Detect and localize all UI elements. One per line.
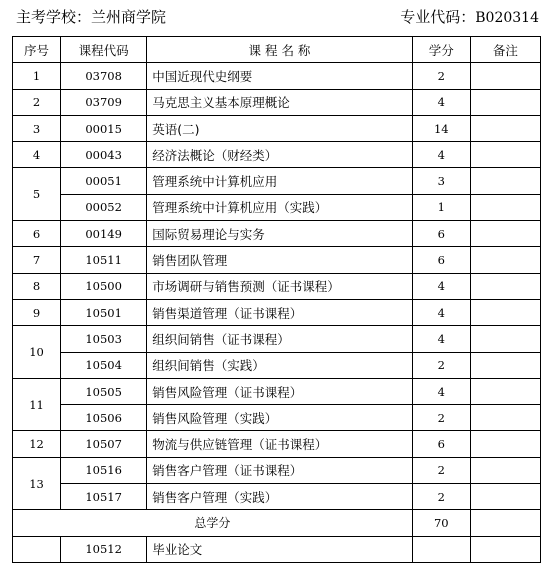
course-note	[470, 89, 540, 115]
course-note	[470, 273, 540, 299]
row-index: 9	[13, 299, 61, 325]
course-code: 10501	[61, 299, 147, 325]
table-body	[13, 63, 541, 563]
course-note	[470, 352, 540, 378]
total-credits-label: 总学分	[13, 510, 413, 536]
table-row	[13, 115, 541, 141]
major-code-value: B020314	[475, 10, 539, 26]
course-name: 销售客户管理（证书课程）	[147, 457, 413, 483]
table-row	[13, 457, 541, 483]
col-header-index: 序号	[13, 37, 61, 63]
col-header-note: 备注	[470, 37, 540, 63]
course-name: 销售风险管理（实践）	[147, 405, 413, 431]
course-name: 销售渠道管理（证书课程）	[147, 299, 413, 325]
course-name: 经济法概论（财经类）	[147, 142, 413, 168]
total-note	[470, 510, 540, 536]
course-code: 00051	[61, 168, 147, 194]
course-name: 物流与供应链管理（证书课程）	[147, 431, 413, 457]
course-note	[470, 168, 540, 194]
course-name: 销售团队管理	[147, 247, 413, 273]
course-note	[470, 299, 540, 325]
table-row	[13, 194, 541, 220]
row-index: 7	[13, 247, 61, 273]
row-index: 11	[13, 378, 61, 431]
table-row	[13, 378, 541, 404]
course-name: 管理系统中计算机应用（实践）	[147, 194, 413, 220]
table-row	[13, 484, 541, 510]
course-note	[470, 142, 540, 168]
course-code: 00015	[61, 115, 147, 141]
course-name: 国际贸易理论与实务	[147, 221, 413, 247]
course-credit: 2	[412, 352, 470, 378]
total-row	[13, 510, 541, 536]
table-row	[13, 221, 541, 247]
course-credit: 4	[412, 273, 470, 299]
row-index: 5	[13, 168, 61, 221]
exam-school-label: 主考学校：兰州商学院	[16, 8, 167, 26]
course-note	[470, 247, 540, 273]
course-name: 毕业论文	[147, 536, 413, 562]
course-table	[12, 36, 541, 563]
course-credit: 6	[412, 221, 470, 247]
course-name: 市场调研与销售预测（证书课程）	[147, 273, 413, 299]
course-credit: 4	[412, 142, 470, 168]
course-credit: 2	[412, 457, 470, 483]
table-row	[13, 352, 541, 378]
col-header-credit: 学分	[412, 37, 470, 63]
row-index: 13	[13, 457, 61, 510]
course-note	[470, 484, 540, 510]
course-code: 10505	[61, 378, 147, 404]
total-credits-value: 70	[412, 510, 470, 536]
course-credit: 14	[412, 115, 470, 141]
course-code: 10500	[61, 273, 147, 299]
course-code: 10504	[61, 352, 147, 378]
table-row	[13, 431, 541, 457]
table-row	[13, 299, 541, 325]
table-row	[13, 273, 541, 299]
course-credit: 4	[412, 89, 470, 115]
course-code: 03708	[61, 63, 147, 89]
row-index: 10	[13, 326, 61, 379]
course-note	[470, 378, 540, 404]
course-code: 10517	[61, 484, 147, 510]
course-code: 00052	[61, 194, 147, 220]
course-code: 03709	[61, 89, 147, 115]
course-name: 英语(二)	[147, 115, 413, 141]
col-header-code: 课程代码	[61, 37, 147, 63]
course-note	[470, 431, 540, 457]
page-header	[0, 6, 553, 28]
row-index: 8	[13, 273, 61, 299]
course-code: 10506	[61, 405, 147, 431]
course-note	[470, 536, 540, 562]
course-credit: 3	[412, 168, 470, 194]
course-note	[470, 326, 540, 352]
course-name: 销售客户管理（实践）	[147, 484, 413, 510]
table-row	[13, 326, 541, 352]
course-name: 组织间销售（实践）	[147, 352, 413, 378]
course-code: 00043	[61, 142, 147, 168]
row-index: 4	[13, 142, 61, 168]
course-credit: 2	[412, 405, 470, 431]
course-note	[470, 115, 540, 141]
thesis-row	[13, 536, 541, 562]
course-code: 10503	[61, 326, 147, 352]
table-row	[13, 63, 541, 89]
row-index: 1	[13, 63, 61, 89]
course-code: 10516	[61, 457, 147, 483]
row-index	[13, 536, 61, 562]
table-row	[13, 247, 541, 273]
course-credit: 1	[412, 194, 470, 220]
course-code: 00149	[61, 221, 147, 247]
major-code	[400, 6, 539, 27]
course-credit: 4	[412, 299, 470, 325]
course-name: 管理系统中计算机应用	[147, 168, 413, 194]
course-credit: 6	[412, 247, 470, 273]
course-name: 组织间销售（证书课程）	[147, 326, 413, 352]
course-note	[470, 194, 540, 220]
course-note	[470, 457, 540, 483]
course-name: 马克思主义基本原理概论	[147, 89, 413, 115]
row-index: 6	[13, 221, 61, 247]
table-row	[13, 142, 541, 168]
course-code: 10511	[61, 247, 147, 273]
course-note	[470, 405, 540, 431]
row-index: 2	[13, 89, 61, 115]
course-credit: 2	[412, 63, 470, 89]
row-index: 3	[13, 115, 61, 141]
course-credit: 4	[412, 378, 470, 404]
major-code-label: 专业代码：	[400, 8, 476, 26]
table-row	[13, 89, 541, 115]
course-note	[470, 221, 540, 247]
course-name: 销售风险管理（证书课程）	[147, 378, 413, 404]
table-header-row	[13, 37, 541, 63]
table-row	[13, 405, 541, 431]
col-header-name: 课 程 名 称	[147, 37, 413, 63]
course-note	[470, 63, 540, 89]
table-row	[13, 168, 541, 194]
row-index: 12	[13, 431, 61, 457]
course-credit: 2	[412, 484, 470, 510]
course-code: 10512	[61, 536, 147, 562]
course-code: 10507	[61, 431, 147, 457]
course-credit: 6	[412, 431, 470, 457]
course-name: 中国近现代史纲要	[147, 63, 413, 89]
course-credit	[412, 536, 470, 562]
course-credit: 4	[412, 326, 470, 352]
